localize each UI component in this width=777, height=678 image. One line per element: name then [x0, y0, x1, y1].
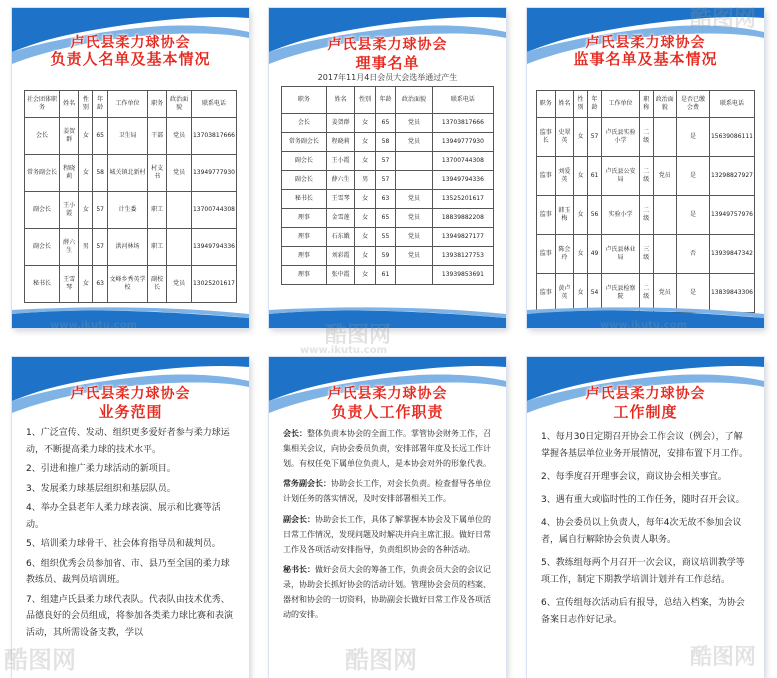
table-cell: 57	[93, 192, 107, 229]
table-cell: 女	[355, 114, 375, 133]
panel-title-line1: 卢氏县柔力球协会	[585, 35, 706, 51]
table-cell: 15639086111	[709, 118, 754, 157]
table-cell: 监事	[537, 235, 556, 274]
table-cell	[167, 192, 192, 229]
header-cell: 性别	[355, 87, 375, 114]
table-row	[25, 192, 237, 229]
table-cell: 秘书长	[25, 266, 60, 303]
table-row	[282, 114, 494, 133]
table-cell: 女	[355, 133, 375, 152]
table-cell: 村支书	[148, 155, 167, 192]
table-cell: 薛六生	[59, 229, 78, 266]
table-cell: 刘爱英	[555, 157, 574, 196]
table-cell: 王小霞	[326, 152, 355, 171]
table-cell: 监事长	[537, 118, 556, 157]
table-row	[537, 196, 755, 235]
table-cell: 卢氏县实验小学	[602, 118, 640, 157]
directors-panel	[269, 8, 506, 328]
table-cell: 常务副会长	[282, 133, 327, 152]
supervisors-panel	[527, 8, 764, 328]
table-cell: 常务副会长	[25, 155, 60, 192]
table-cell: 女	[574, 118, 588, 157]
table-cell: 姜贺群	[59, 118, 78, 155]
table-cell	[167, 229, 192, 266]
panel-header	[527, 8, 764, 70]
list-item	[283, 513, 492, 557]
header-cell: 是否已缴会费	[676, 91, 709, 118]
table-cell: 13700744308	[191, 192, 236, 229]
table-row	[282, 190, 494, 209]
footer-wave-decoration	[269, 306, 506, 328]
table-cell: 刘彩霞	[326, 247, 355, 266]
table-row	[282, 266, 494, 285]
panel-title-line1: 卢氏县柔力球协会	[327, 37, 448, 53]
directors-table	[281, 86, 494, 285]
table-cell: 卢氏县公安局	[602, 157, 640, 196]
role-label: 常务副会长：	[283, 479, 331, 489]
table-cell: 理事	[282, 228, 327, 247]
table-cell: 党员	[396, 114, 433, 133]
watermark-url: www.ikutu.com	[600, 320, 687, 331]
role-description: 协助会长工作，对会长负责。检查督导各单位计划任务的落实情况，及时安排部署相关工作。	[283, 479, 491, 504]
header-cell: 职务	[282, 87, 327, 114]
table-row	[282, 133, 494, 152]
panel-title-line1: 卢氏县柔力球协会	[70, 35, 191, 51]
table-cell: 史翠英	[555, 118, 574, 157]
table-cell: 程晓莉	[59, 155, 78, 192]
table-cell: 13525201617	[432, 190, 493, 209]
table-cell: 王小霞	[59, 192, 78, 229]
header-cell: 工作单位	[107, 91, 147, 118]
business-scope-panel	[12, 357, 249, 678]
supervisors-table	[536, 90, 755, 313]
panel-title-line1: 卢氏县柔力球协会	[327, 386, 448, 402]
table-cell: 女	[574, 235, 588, 274]
table-cell: 56	[587, 196, 601, 235]
panel-header	[12, 357, 249, 419]
watermark-logo: 酷图网	[325, 323, 392, 348]
table-cell: 女	[79, 266, 93, 303]
table-cell: 二级	[639, 157, 653, 196]
table-cell: 王雪琴	[326, 190, 355, 209]
list-item: 5、教练组每两个月召开一次会议，商议培训教学等项工作，制定下期教学培训计划并有工作总结。	[541, 558, 745, 585]
panel-title-line2: 监事名单及基本情况	[573, 50, 718, 68]
header-cell: 年龄	[375, 87, 395, 114]
table-cell: 党员	[396, 247, 433, 266]
table-row	[537, 118, 755, 157]
header-cell: 联系电话	[709, 91, 754, 118]
table-cell: 13938127753	[432, 247, 493, 266]
header-cell: 政治面貌	[167, 91, 192, 118]
table-cell: 13839843306	[709, 274, 754, 313]
table-cell: 13949777930	[191, 155, 236, 192]
table-cell: 职工	[148, 192, 167, 229]
duties-list	[269, 419, 506, 623]
list-item	[283, 427, 492, 471]
table-cell	[396, 152, 433, 171]
table-cell: 63	[375, 190, 395, 209]
table-row	[282, 171, 494, 190]
table-cell: 13949777930	[432, 133, 493, 152]
list-item: 3、发展柔力球基层组织和基层队员。	[26, 483, 176, 494]
role-description: 协助会长工作，具体了解掌握本协会及下属单位的日常工作情况，发现问题及时解决并向主席汇报。做好日常工作及各项活动安排指导，负责组织协会的各种活动。	[283, 514, 491, 554]
table-cell: 党员	[396, 228, 433, 247]
table-cell: 三级	[639, 235, 653, 274]
header-cell: 年龄	[93, 91, 107, 118]
scope-list	[12, 419, 249, 641]
table-cell: 57	[375, 171, 395, 190]
watermark-logo: 酷图网	[690, 645, 757, 670]
list-item: 1、每月30日定期召开协会工作会议（例会），了解掌握各基层单位业务开展情况，安排布置下月工作。	[541, 432, 749, 459]
table-cell: 18839882208	[432, 209, 493, 228]
header-cell: 职务	[148, 91, 167, 118]
table-cell: 57	[93, 229, 107, 266]
table-cell: 干部	[148, 118, 167, 155]
table-cell: 是	[676, 274, 709, 313]
footer-wave-decoration	[527, 306, 764, 328]
table-cell: 副校长	[148, 266, 167, 303]
table-cell: 理事	[282, 247, 327, 266]
list-item: 1、广泛宣传、发动、组织更多爱好者参与柔力球运动，不断提高柔力球的技术水平。	[26, 428, 230, 455]
table-cell: 二级	[639, 274, 653, 313]
header-cell: 政治面貌	[653, 91, 676, 118]
watermark-logo: 酷图网	[690, 7, 757, 32]
table-cell: 实验小学	[602, 196, 640, 235]
table-cell: 65	[375, 114, 395, 133]
table-cell: 监事	[537, 274, 556, 313]
panel-title-line1: 卢氏县柔力球协会	[70, 386, 191, 402]
list-item	[283, 477, 492, 507]
panel-title-line2: 工作制度	[613, 403, 678, 419]
table-cell: 13939847342	[709, 235, 754, 274]
list-item: 7、组建卢氏县柔力球代表队。代表队由技术优秀、品德良好的会员组成，将参加各类柔力球比赛和表演活动，其所需设备支教，学以	[26, 594, 234, 638]
table-cell: 理事	[282, 209, 327, 228]
duties-panel	[269, 357, 506, 678]
table-cell: 13949757976	[709, 196, 754, 235]
role-label: 秘书长：	[283, 565, 315, 575]
table-row	[282, 247, 494, 266]
header-cell: 姓名	[555, 91, 574, 118]
table-cell: 是	[676, 118, 709, 157]
table-cell: 党员	[167, 155, 192, 192]
role-label: 副会长：	[283, 514, 315, 524]
watermark-url: www.ikutu.com	[300, 345, 387, 356]
table-row	[282, 209, 494, 228]
watermark-logo: 酷图网	[345, 646, 417, 674]
table-cell: 57	[375, 152, 395, 171]
role-label: 会长：	[283, 429, 307, 438]
table-cell: 副会长	[25, 229, 60, 266]
role-description: 整体负责本协会的全面工作。掌管协会财务工作，召集相关会议，向协会委员负责，安排部署年度及长远工作计划。有权任免下属单位负责人，是本协会对外的形象代表。	[283, 429, 491, 468]
table-cell: 副会长	[282, 171, 327, 190]
header-cell: 姓名	[326, 87, 355, 114]
table-cell: 55	[375, 228, 395, 247]
header-cell: 联系电话	[432, 87, 493, 114]
table-cell: 王雪琴	[59, 266, 78, 303]
table-cell: 女	[355, 247, 375, 266]
table-cell: 薛六生	[326, 171, 355, 190]
table-row	[537, 235, 755, 274]
header-cell: 年龄	[587, 91, 601, 118]
table-row	[25, 266, 237, 303]
table-cell: 陈会玲	[555, 235, 574, 274]
table-cell: 男	[355, 171, 375, 190]
header-cell: 政治面貌	[396, 87, 433, 114]
header-cell: 姓名	[59, 91, 78, 118]
table-cell: 女	[79, 155, 93, 192]
table-cell	[653, 196, 676, 235]
list-item	[283, 563, 492, 622]
table-cell: 女	[355, 209, 375, 228]
leaders-panel	[12, 8, 249, 328]
table-cell: 女	[355, 190, 375, 209]
table-row	[537, 157, 755, 196]
table-cell: 韩玉梅	[555, 196, 574, 235]
list-item: 4、协会委员以上负责人，每年4次无故不参加会议者，属自行解除协会负责人职务。	[541, 518, 742, 545]
table-cell: 二级	[639, 196, 653, 235]
table-cell: 女	[79, 192, 93, 229]
panel-title-line2: 负责人名单及基本情况	[50, 50, 211, 68]
table-cell: 54	[587, 274, 601, 313]
work-rules-panel	[527, 357, 764, 678]
table-cell: 是	[676, 157, 709, 196]
table-cell: 13949794336	[432, 171, 493, 190]
table-cell: 副会长	[282, 152, 327, 171]
table-cell: 13703817666	[432, 114, 493, 133]
table-cell: 13700744308	[432, 152, 493, 171]
panel-header	[12, 8, 249, 70]
table-cell: 女	[355, 228, 375, 247]
table-cell: 女	[574, 157, 588, 196]
table-cell: 女	[574, 196, 588, 235]
table-cell: 监事	[537, 196, 556, 235]
panel-header	[269, 8, 506, 70]
table-row	[282, 152, 494, 171]
table-cell: 秘书长	[282, 190, 327, 209]
table-cell: 党员	[396, 190, 433, 209]
table-cell: 49	[587, 235, 601, 274]
table-cell: 13298827927	[709, 157, 754, 196]
header-cell: 工作单位	[602, 91, 640, 118]
list-item: 3、遇有重大或临时性的工作任务，随时召开会议。	[541, 495, 745, 505]
panel-title-line2: 理事名单	[355, 54, 420, 70]
table-cell: 卢氏县检察院	[602, 274, 640, 313]
table-cell: 会长	[25, 118, 60, 155]
footer-wave-decoration	[12, 306, 249, 328]
table-cell: 城关镇北新村	[107, 155, 147, 192]
header-cell: 性别	[574, 91, 588, 118]
watermark-url: www.ikutu.com	[50, 320, 137, 331]
table-row	[25, 229, 237, 266]
table-cell: 男	[79, 229, 93, 266]
table-cell: 党员	[653, 274, 676, 313]
table-cell	[653, 235, 676, 274]
table-cell: 女	[574, 274, 588, 313]
rules-list	[527, 419, 764, 629]
panel-title-line2: 负责人工作职责	[331, 403, 444, 419]
leaders-table	[24, 90, 237, 303]
table-cell: 65	[93, 118, 107, 155]
list-item: 6、宣传组每次活动后有报导，总结入档案，为协会备案日志作好记录。	[541, 598, 745, 625]
table-row	[25, 118, 237, 155]
table-cell: 金雪莲	[326, 209, 355, 228]
table-row	[282, 228, 494, 247]
header-cell: 联系电话	[191, 91, 236, 118]
table-cell: 女	[79, 118, 93, 155]
table-cell: 理事	[282, 266, 327, 285]
table-cell: 13949794336	[191, 229, 236, 266]
table-cell: 洪河林场	[107, 229, 147, 266]
table-cell: 张中霞	[326, 266, 355, 285]
table-cell: 姜贺群	[326, 114, 355, 133]
table-cell: 职工	[148, 229, 167, 266]
table-cell: 61	[587, 157, 601, 196]
panel-header	[269, 357, 506, 419]
panel-title-line2: 业务范围	[98, 403, 163, 419]
table-cell: 13703817666	[191, 118, 236, 155]
table-cell: 女	[355, 266, 375, 285]
table-row	[25, 155, 237, 192]
list-item: 5、培训柔力球骨干、社会体育指导员和裁判员。	[26, 539, 221, 549]
table-cell: 57	[587, 118, 601, 157]
table-cell: 党员	[167, 266, 192, 303]
table-cell: 63	[93, 266, 107, 303]
table-cell: 65	[375, 209, 395, 228]
table-cell: 党员	[167, 118, 192, 155]
list-item: 6、组织优秀会员参加省、市、县乃至全国的柔力球教练员、裁判员培训班。	[26, 558, 230, 585]
table-cell	[653, 118, 676, 157]
table-cell: 党员	[396, 209, 433, 228]
header-cell: 社会团体职务	[25, 91, 60, 118]
table-cell	[396, 266, 433, 285]
table-cell: 58	[375, 133, 395, 152]
table-cell: 卫生局	[107, 118, 147, 155]
table-cell: 副会长	[25, 192, 60, 229]
table-cell: 监事	[537, 157, 556, 196]
table-cell: 61	[375, 266, 395, 285]
header-cell: 职务	[537, 91, 556, 118]
table-cell: 13025201617	[191, 266, 236, 303]
role-description: 做好会员大会的筹备工作，负责会员大会的会议记录，协助会长抓好协会的活动计划。管理协会会员的档案、器材和协会的一切资料，协助副会长做好日常工作及各项活动的安排。	[283, 565, 491, 619]
table-cell: 会长	[282, 114, 327, 133]
table-cell: 59	[375, 247, 395, 266]
header-cell: 职称	[639, 91, 653, 118]
table-cell: 13939853691	[432, 266, 493, 285]
header-cell: 性别	[79, 91, 93, 118]
panel-title-line1: 卢氏县柔力球协会	[585, 386, 706, 402]
table-cell: 文峰乡秀英学校	[107, 266, 147, 303]
table-cell: 58	[93, 155, 107, 192]
panel-header	[527, 357, 764, 419]
list-item: 2、引进和推广柔力球活动的新项目。	[26, 464, 176, 474]
table-cell: 13949827177	[432, 228, 493, 247]
table-cell: 是	[676, 196, 709, 235]
table-cell: 卢氏县林业局	[602, 235, 640, 274]
election-note: 2017年11月4日会员大会选举通过产生	[317, 73, 458, 82]
list-item: 2、每季度召开理事会议，商议协会相关事宜。	[541, 472, 727, 482]
table-cell	[396, 171, 433, 190]
table-cell: 否	[676, 235, 709, 274]
table-cell: 党员	[396, 133, 433, 152]
table-cell: 程晓莉	[326, 133, 355, 152]
table-cell: 党员	[653, 157, 676, 196]
table-cell: 女	[355, 152, 375, 171]
list-item: 4、举办全县老年人柔力球表演、展示和比赛等活动。	[26, 503, 221, 530]
watermark-logo: 酷图网	[4, 646, 76, 674]
table-cell: 二级	[639, 118, 653, 157]
table-cell: 计生委	[107, 192, 147, 229]
table-cell: 石东娥	[326, 228, 355, 247]
table-cell: 黄卢英	[555, 274, 574, 313]
